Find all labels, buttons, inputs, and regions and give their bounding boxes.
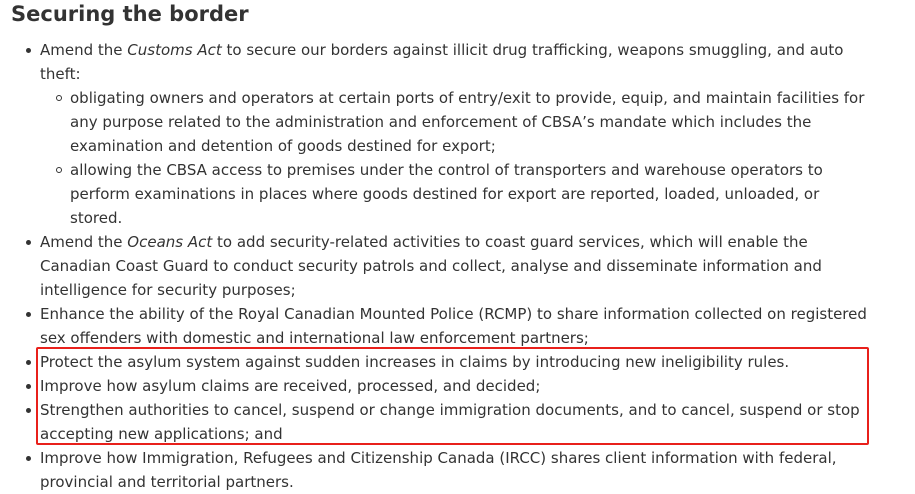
item-text-post: to secure our borders against illicit drug trafficking, weapons smuggling, and auto theft: [40, 41, 844, 83]
list-item-customs-act [40, 38, 870, 230]
item-act-name: Oceans Act [127, 233, 213, 251]
section-heading: Securing the border [11, 2, 249, 26]
list-item-oceans-act [40, 230, 870, 302]
list-item-asylum-claims: Improve how asylum claims are received, processed, and decided; [40, 374, 870, 398]
list-item-asylum-protect: Protect the asylum system against sudden increases in claims by introducing new ineligibility rules. [40, 350, 870, 374]
item-text-pre: Amend the [40, 41, 128, 59]
sub-list-item: obligating owners and operators at certain ports of entry/exit to provide, equip, and maintain facilities for any purpose related to the administration and enforcement of CBSA’s mandate which includes the examination and detention of goods destined for export; [70, 86, 870, 158]
item-text-pre: Amend the [40, 233, 128, 251]
item-act-name: Customs Act [127, 41, 222, 59]
list-item-immigration-documents: Strengthen authorities to cancel, suspend or change immigration documents, and to cancel, suspend or stop accepting new applications; and [40, 398, 870, 446]
list-item-rcmp: Enhance the ability of the Royal Canadian Mounted Police (RCMP) to share information collected on registered sex offenders with domestic and international law enforcement partners; [40, 302, 870, 350]
bullet-list [40, 38, 870, 494]
list-item-ircc-sharing: Improve how Immigration, Refugees and Citizenship Canada (IRCC) shares client information with federal, provincial and territorial partners. [40, 446, 870, 494]
item-text-post: to add security-related activities to coast guard services, which will enable the Canadian Coast Guard to conduct security patrols and collect, analyse and disseminate information and intelligence for security purposes; [40, 233, 822, 299]
sub-list-item: allowing the CBSA access to premises under the control of transporters and warehouse operators to perform examinations in places where goods destined for export are reported, loaded, unloaded, or stored. [70, 158, 870, 230]
sub-bullet-list [40, 86, 870, 230]
